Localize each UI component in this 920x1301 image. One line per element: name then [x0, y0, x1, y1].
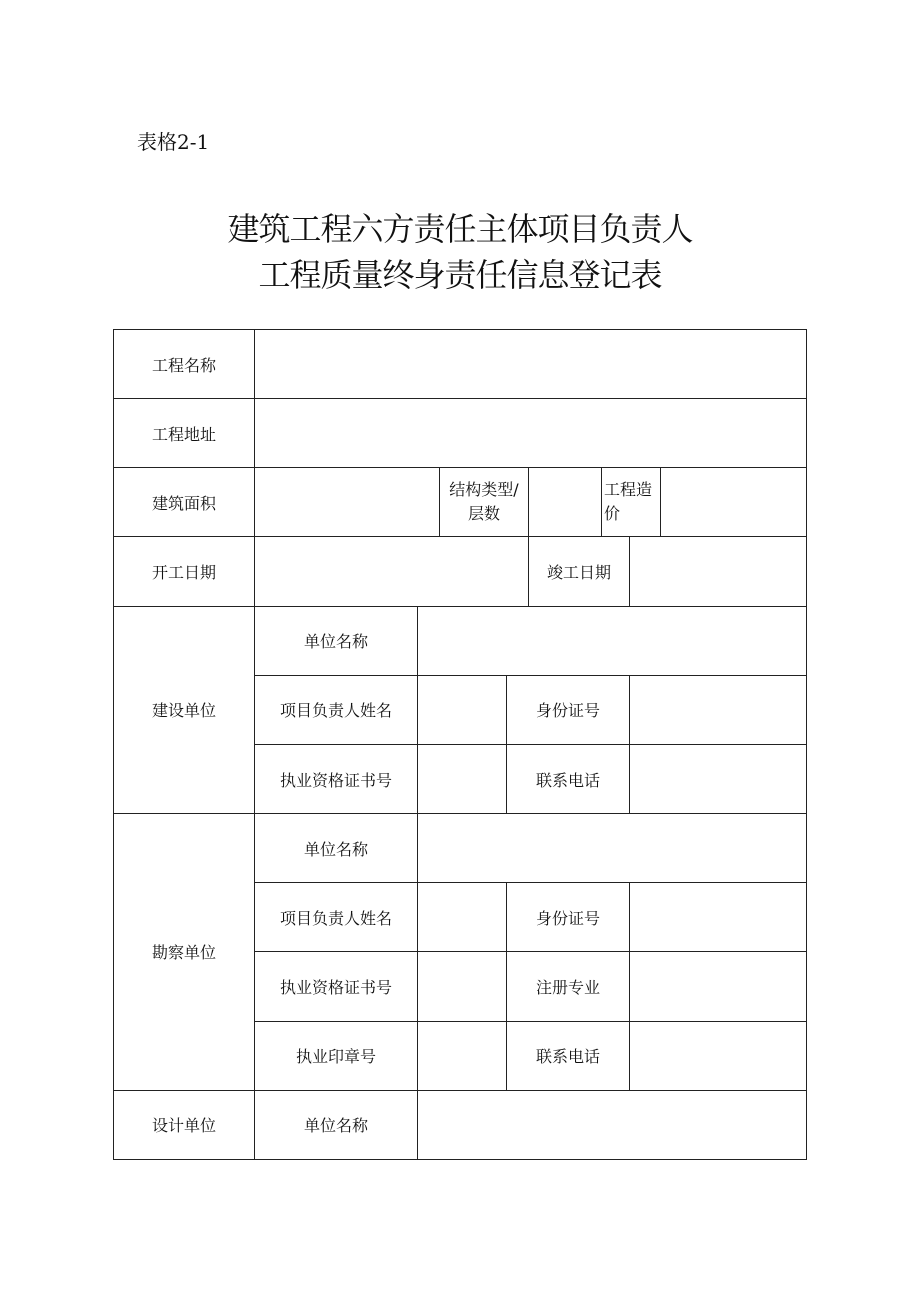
- structure-type-field[interactable]: [529, 468, 602, 537]
- building-area-label: 建筑面积: [114, 468, 255, 537]
- design-unit-label: 设计单位: [114, 1090, 255, 1159]
- survey-unit-name-label: 单位名称: [255, 814, 418, 883]
- survey-specialty-field[interactable]: [630, 952, 807, 1021]
- survey-phone-field[interactable]: [630, 1021, 807, 1090]
- project-cost-label-line-1: 工程造: [604, 480, 653, 500]
- project-address-field[interactable]: [255, 399, 807, 468]
- design-unit-name-label: 单位名称: [255, 1090, 418, 1159]
- survey-phone-label: 联系电话: [507, 1021, 630, 1090]
- construction-unit-name-label: 单位名称: [255, 606, 418, 675]
- table-row: [114, 1090, 807, 1159]
- project-cost-label-line-2: 价: [604, 504, 621, 524]
- survey-unit-label: 勘察单位: [114, 814, 255, 1091]
- project-address-label: 工程地址: [114, 399, 255, 468]
- form-title-line-1: 建筑工程六方责任主体项目负责人: [227, 210, 693, 248]
- start-date-label: 开工日期: [114, 537, 255, 606]
- construction-phone-label: 联系电话: [507, 744, 630, 813]
- form-title-line-2: 工程质量终身责任信息登记表: [258, 256, 662, 294]
- project-name-field[interactable]: [255, 330, 807, 399]
- construction-unit-label: 建设单位: [114, 606, 255, 813]
- table-row: [114, 330, 807, 399]
- survey-specialty-label: 注册专业: [507, 952, 630, 1021]
- structure-type-label-line-1: 结构类型/: [449, 480, 519, 500]
- construction-phone-field[interactable]: [630, 744, 807, 813]
- table-row: [114, 399, 807, 468]
- completion-date-label: 竣工日期: [529, 537, 630, 606]
- survey-seal-number-label: 执业印章号: [255, 1021, 418, 1090]
- table-row: [114, 468, 807, 537]
- survey-cert-number-field[interactable]: [418, 952, 507, 1021]
- building-area-field[interactable]: [255, 468, 440, 537]
- survey-manager-name-field[interactable]: [418, 883, 507, 952]
- construction-id-number-label: 身份证号: [507, 675, 630, 744]
- structure-type-label-line-2: 层数: [467, 504, 500, 524]
- survey-unit-name-field[interactable]: [418, 814, 807, 883]
- construction-id-number-field[interactable]: [630, 675, 807, 744]
- construction-cert-number-field[interactable]: [418, 744, 507, 813]
- table-row: [114, 537, 807, 606]
- construction-manager-name-label: 项目负责人姓名: [255, 675, 418, 744]
- registration-form-table: [113, 329, 807, 1160]
- structure-type-label: [440, 468, 529, 537]
- construction-cert-number-label: 执业资格证书号: [255, 744, 418, 813]
- survey-manager-name-label: 项目负责人姓名: [255, 883, 418, 952]
- design-unit-name-field[interactable]: [418, 1090, 807, 1159]
- survey-id-number-field[interactable]: [630, 883, 807, 952]
- table-number: 表格2-1: [137, 130, 210, 154]
- survey-seal-number-field[interactable]: [418, 1021, 507, 1090]
- table-row: [114, 606, 807, 675]
- survey-id-number-label: 身份证号: [507, 883, 630, 952]
- construction-unit-name-field[interactable]: [418, 606, 807, 675]
- construction-manager-name-field[interactable]: [418, 675, 507, 744]
- project-cost-label: [602, 468, 661, 537]
- project-cost-field[interactable]: [661, 468, 807, 537]
- table-row: [114, 814, 807, 883]
- survey-cert-number-label: 执业资格证书号: [255, 952, 418, 1021]
- project-name-label: 工程名称: [114, 330, 255, 399]
- start-date-field[interactable]: [255, 537, 529, 606]
- completion-date-field[interactable]: [630, 537, 807, 606]
